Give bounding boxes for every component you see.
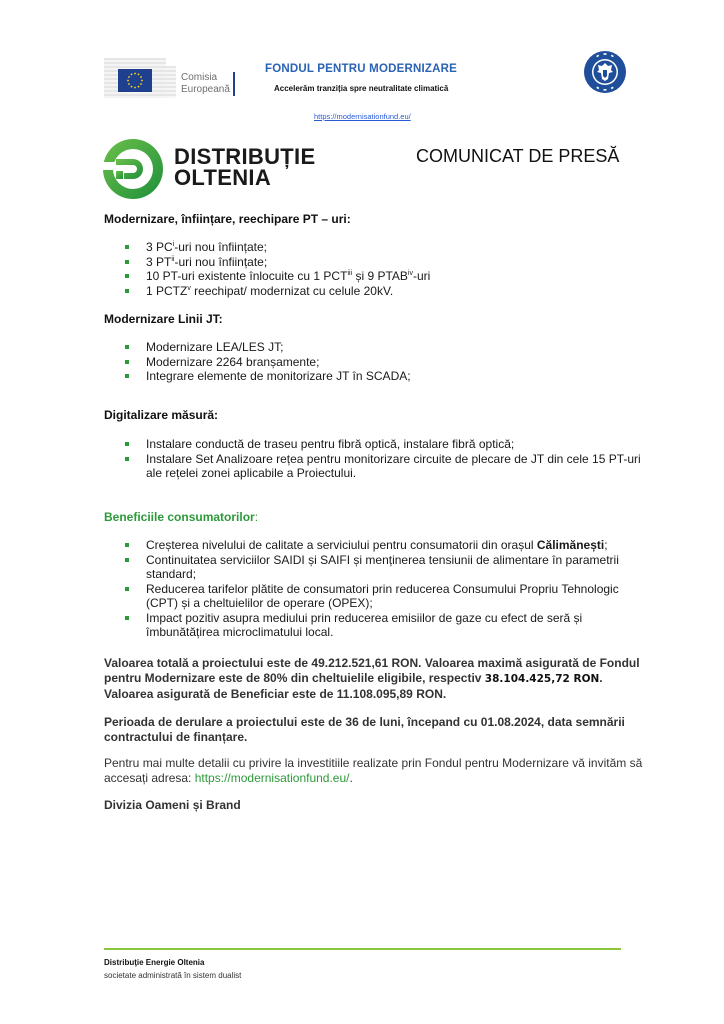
footnote-ref: iii	[347, 270, 353, 277]
item-text: Continuitatea serviciilor SAIDI și SAIFI și menținerea tensiunii de alimentare în parametrii standard;	[146, 552, 619, 581]
heading-suffix: :	[254, 510, 259, 524]
distributie-oltenia-mark-icon	[102, 138, 164, 200]
value-text: Valoarea totală a proiectului este de 49.212.521,61 RON. Valoarea maximă asigurată de Fondul pentru Modernizare este de 80% din cheltuielile eligibile, respectiv	[104, 656, 640, 685]
signature: Divizia Oameni și Brand	[104, 798, 241, 812]
city-name: Călimănești	[536, 538, 605, 552]
list-item	[104, 553, 644, 582]
section-list-digitalization	[104, 437, 644, 481]
eu-flag-icon	[118, 69, 152, 92]
list-item	[104, 611, 644, 640]
bullet-icon	[125, 616, 129, 620]
fund-title: FONDUL PENTRU MODERNIZARE	[265, 63, 457, 75]
list-item	[104, 255, 644, 270]
bullet-icon	[125, 245, 129, 249]
item-text: Reducerea tarifelor plătite de consumatori prin reducerea Consumului Propriu Tehnologic (CPT) și a cheltuielilor de operare (OPEX);	[146, 581, 619, 610]
footnote-ref: iv	[407, 270, 413, 277]
item-text: Modernizare 2264 branșamente;	[146, 354, 320, 369]
section-heading-benefits	[104, 510, 258, 524]
item-text: Integrare elemente de monitorizare JT în SCADA;	[146, 369, 411, 383]
item-text: și 9 PTAB	[352, 269, 408, 283]
item-text: Instalare Set Analizoare rețea pentru monitorizare circuite de plecare de JT din cele 15 PT-uri ale rețelei zonei aplicabile a Proiectului.	[146, 451, 641, 480]
item-text: -uri nou înființate;	[174, 240, 267, 254]
footer-company-name: Distribuţie Energie Oltenia	[104, 958, 205, 967]
item-text: Instalare conductă de traseu pentru fibră optică, instalare fibră optică;	[146, 437, 515, 451]
project-value-paragraph	[104, 656, 644, 702]
list-item	[104, 355, 644, 370]
details-suffix: .	[349, 771, 353, 785]
item-text: -uri	[412, 269, 431, 283]
wordmark-line1: DISTRIBUȚIE	[174, 144, 316, 169]
ec-logo-divider	[233, 72, 235, 96]
bullet-icon	[125, 558, 129, 562]
press-release-title: COMUNICAT DE PRESĂ	[416, 146, 620, 166]
bullet-icon	[125, 289, 129, 293]
project-period-paragraph: Perioada de derulare a proiectului este de 36 de luni, începand cu 01.08.2024, data semnării contractului de finanțare.	[104, 715, 625, 744]
bullet-icon	[125, 543, 129, 547]
bullet-icon	[125, 374, 129, 378]
item-text: Creșterea nivelului de calitate a serviciului pentru consumatorii din orașul	[146, 538, 537, 552]
item-text: 10 PT-uri existente înlocuite cu 1 PCT	[146, 269, 348, 283]
ec-logo-line2: Europeană	[181, 84, 230, 95]
item-text: reechipat/ modernizat cu celule 20kV.	[190, 283, 394, 298]
item-text: ;	[604, 538, 608, 552]
list-item	[104, 340, 644, 355]
modernisation-fund-link[interactable]: https://modernisationfund.eu/	[194, 771, 350, 785]
list-item	[104, 538, 644, 553]
list-item	[104, 369, 644, 384]
bullet-icon	[125, 260, 129, 264]
fund-link[interactable]: https://modernisationfund.eu/	[314, 112, 411, 121]
value-text: . Valoarea asigurată de Beneficiar este de 11.108.095,89 RON.	[104, 671, 603, 701]
bullet-icon	[125, 274, 129, 278]
footnote-ref: ii	[171, 255, 175, 263]
ec-building-graphic-2	[166, 66, 176, 98]
section-list-pt	[104, 240, 644, 298]
heading-text: Beneficiile consumatorilor	[104, 510, 255, 524]
list-item	[104, 269, 644, 284]
bullet-icon	[125, 360, 129, 364]
item-text: -uri nou înființate;	[174, 254, 268, 269]
footer-divider	[104, 948, 621, 950]
bullet-icon	[125, 442, 129, 446]
list-item	[104, 240, 644, 255]
romanian-government-logo-icon	[583, 50, 627, 94]
fund-subtitle: Accelerăm tranziția spre neutralitate climatică	[274, 84, 449, 93]
item-text: Modernizare LEA/LES JT;	[146, 340, 284, 354]
item-text: 3 PT	[146, 254, 172, 269]
bullet-icon	[125, 587, 129, 591]
section-heading-digitalization: Digitalizare măsură:	[104, 408, 219, 422]
section-list-jt-lines	[104, 340, 644, 384]
footnote-ref: i	[172, 241, 175, 248]
section-list-benefits	[104, 538, 644, 640]
list-item	[104, 582, 644, 611]
footer-company-subtitle: societate administrată în sistem dualist	[104, 971, 242, 980]
section-heading-jt-lines: Modernizare Linii JT:	[104, 312, 223, 326]
ec-logo-line1: Comisia	[181, 72, 218, 83]
list-item	[104, 284, 644, 299]
item-text: 3 PC	[146, 240, 173, 254]
list-item	[104, 452, 644, 481]
fund-amount: 38.104.425,72 RON	[484, 673, 600, 685]
footnote-ref: v	[187, 284, 191, 292]
details-text: Pentru mai multe detalii cu privire la investitiile realizate prin Fondul pentru Modernizare vă invităm să accesați adresa:	[104, 756, 643, 785]
distributie-oltenia-logo	[102, 138, 322, 200]
item-text: Impact pozitiv asupra mediului prin reducerea emisiilor de gaze cu efect de seră și îmbunătățirea microclimatului local.	[146, 610, 583, 639]
ec-logo-text	[181, 72, 230, 96]
list-item	[104, 437, 644, 452]
details-paragraph	[104, 756, 644, 786]
section-heading-pt: Modernizare, înființare, reechipare PT – uri:	[104, 212, 351, 226]
item-text: 1 PCTZ	[146, 283, 188, 298]
wordmark-line2: OLTENIA	[174, 165, 272, 190]
bullet-icon	[125, 345, 129, 349]
european-commission-logo	[104, 58, 234, 98]
distributie-oltenia-wordmark	[174, 146, 315, 188]
bullet-icon	[125, 457, 129, 461]
